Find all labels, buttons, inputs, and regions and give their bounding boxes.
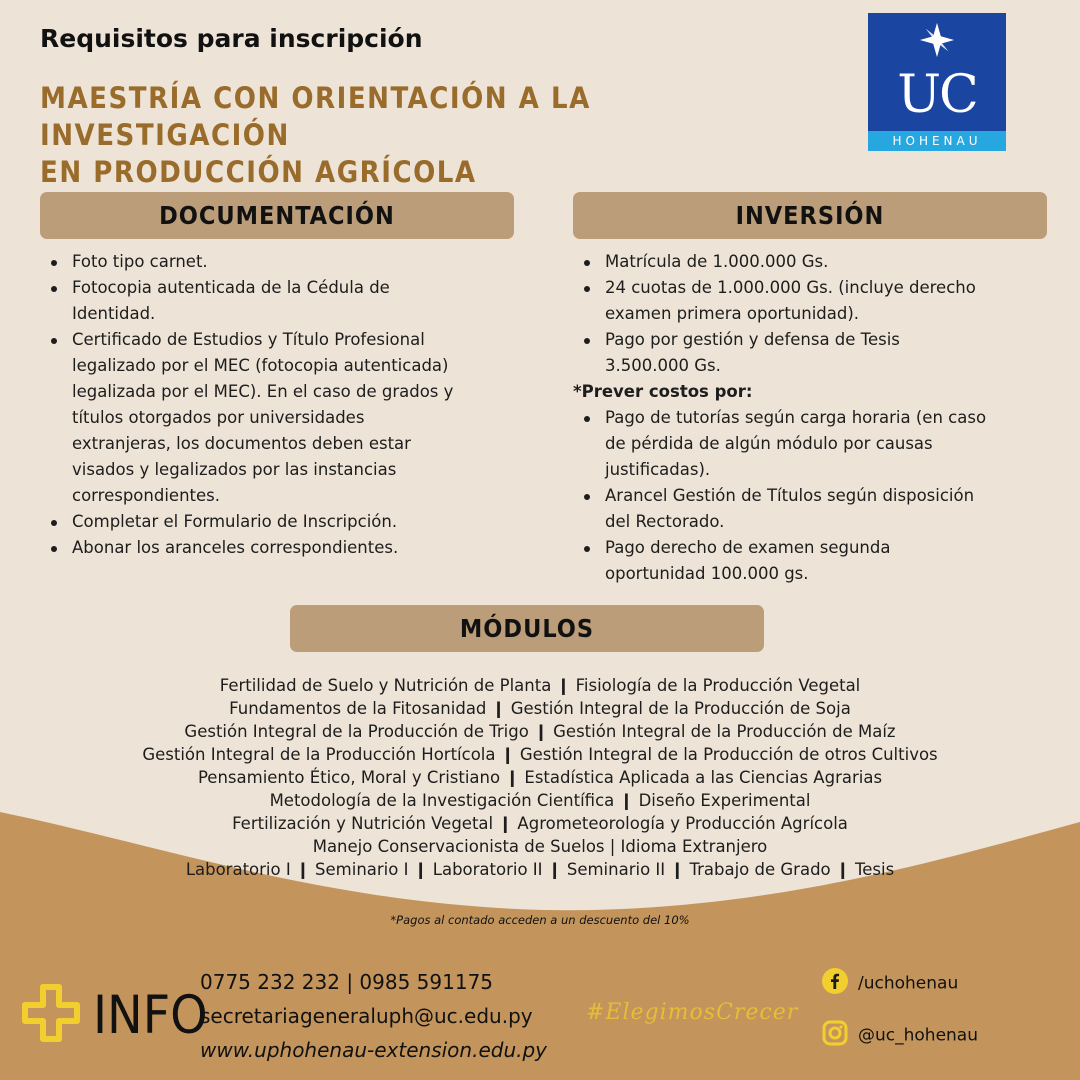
plus-icon	[22, 984, 80, 1042]
modulos-line: Fertilización y Nutrición Vegetal ❙ Agrometeorología y Producción Agrícola	[232, 814, 848, 833]
modulos-line: Metodología de la Investigación Científica ❙ Diseño Experimental	[269, 791, 811, 810]
logo-band: HOHENAU	[868, 131, 1006, 151]
contact-block	[200, 965, 547, 1067]
requisitos-heading: Requisitos para inscripción	[40, 24, 423, 53]
hashtag-text: #ElegimosCrecer	[586, 1000, 799, 1025]
list-item-line: legalizado por el MEC (fotocopia autenticada)	[72, 356, 449, 375]
modulos-list	[40, 674, 1040, 881]
pagos-discount-note: *Pagos al contado acceden a un descuento del 10%	[390, 913, 690, 927]
list-item	[573, 327, 1063, 379]
prever-costos-label: *Prever costos por:	[573, 382, 753, 401]
modulos-line: Gestión Integral de la Producción Hortícola ❙ Gestión Integral de la Producción de otros Cultivos	[142, 745, 938, 764]
phone-numbers[interactable]: 0775 232 232 | 0985 591175	[200, 970, 494, 994]
list-item-line: legalizada por el MEC). En el caso de grados y	[72, 382, 454, 401]
email-link[interactable]: secretariageneraluph@uc.edu.py	[200, 1004, 533, 1028]
list-item-line: extranjeras, los documentos deben estar	[72, 434, 411, 453]
uc-hohenau-logo	[868, 13, 1006, 151]
list-item-line: Foto tipo carnet.	[72, 252, 208, 271]
list-item-line: visados y legalizados por las instancias	[72, 460, 397, 479]
star-icon	[918, 21, 956, 59]
list-item-line: examen primera oportunidad).	[605, 304, 860, 323]
list-item-line: Pago de tutorías según carga horaria (en caso	[605, 408, 987, 427]
list-item	[573, 249, 1063, 275]
inversion-list	[573, 249, 1063, 379]
list-item	[573, 483, 1063, 535]
list-item-line: Matrícula de 1.000.000 Gs.	[605, 252, 829, 271]
modulos-line: Gestión Integral de la Producción de Trigo ❙ Gestión Integral de la Producción de Maíz	[184, 722, 896, 741]
list-item	[40, 275, 530, 327]
list-item	[573, 535, 1063, 587]
list-item	[40, 509, 530, 535]
list-item-line: oportunidad 100.000 gs.	[605, 564, 809, 583]
program-title	[40, 80, 740, 191]
list-item	[40, 249, 530, 275]
list-item-line: de pérdida de algún módulo por causas	[605, 434, 933, 453]
website-link[interactable]: www.uphohenau-extension.edu.py	[200, 1038, 548, 1062]
facebook-handle: /uchohenau	[858, 973, 959, 994]
list-item-line: Arancel Gestión de Títulos según disposición	[605, 486, 975, 505]
logo-letters: UC	[897, 65, 977, 125]
modulos-line: Laboratorio I ❙ Seminario I ❙ Laboratorio II ❙ Seminario II ❙ Trabajo de Grado ❙ Tesis	[185, 860, 895, 879]
modulos-line: Manejo Conservacionista de Suelos | Idioma Extranjero	[312, 837, 768, 856]
facebook-icon	[822, 968, 848, 999]
list-item-line: Completar el Formulario de Inscripción.	[72, 512, 398, 531]
instagram-icon	[822, 1020, 848, 1051]
modulos-line: Fundamentos de la Fitosanidad ❙ Gestión Integral de la Producción de Soja	[229, 699, 851, 718]
documentacion-list	[40, 249, 530, 561]
list-item-line: Abonar los aranceles correspondientes.	[72, 538, 399, 557]
list-item-line: 3.500.000 Gs.	[605, 356, 721, 375]
facebook-link[interactable]	[822, 968, 958, 999]
list-item-line: justificadas).	[605, 460, 711, 479]
inversion-header: INVERSIÓN	[573, 192, 1047, 239]
list-item-line: Pago derecho de examen segunda	[605, 538, 891, 557]
inversion-section	[573, 249, 1063, 587]
list-item	[40, 535, 530, 561]
list-item-line: correspondientes.	[72, 486, 220, 505]
documentacion-header: DOCUMENTACIÓN	[40, 192, 514, 239]
info-label: INFO	[93, 985, 208, 1046]
list-item-line: Fotocopia autenticada de la Cédula de	[72, 278, 390, 297]
program-title-line2: EN PRODUCCIÓN AGRÍCOLA	[40, 155, 477, 189]
list-item-line: títulos otorgados por universidades	[72, 408, 365, 427]
list-item	[40, 327, 530, 509]
list-item-line: Pago por gestión y defensa de Tesis	[605, 330, 900, 349]
prever-costos-list	[573, 405, 1063, 587]
modulos-line: Pensamiento Ético, Moral y Cristiano ❙ Estadística Aplicada a las Ciencias Agrarias	[197, 768, 883, 787]
modulos-header: MÓDULOS	[290, 605, 764, 652]
modulos-line: Fertilidad de Suelo y Nutrición de Planta ❙ Fisiología de la Producción Vegetal	[219, 676, 861, 695]
list-item-line: del Rectorado.	[605, 512, 725, 531]
list-item-line: Identidad.	[72, 304, 156, 323]
program-title-line1: MAESTRÍA CON ORIENTACIÓN A LA INVESTIGACIÓN	[40, 81, 591, 152]
list-item-line: 24 cuotas de 1.000.000 Gs. (incluye derecho	[605, 278, 976, 297]
instagram-link[interactable]	[822, 1020, 978, 1051]
list-item	[573, 275, 1063, 327]
instagram-handle: @uc_hohenau	[858, 1025, 978, 1046]
list-item-line: Certificado de Estudios y Título Profesional	[72, 330, 425, 349]
list-item	[573, 405, 1063, 483]
